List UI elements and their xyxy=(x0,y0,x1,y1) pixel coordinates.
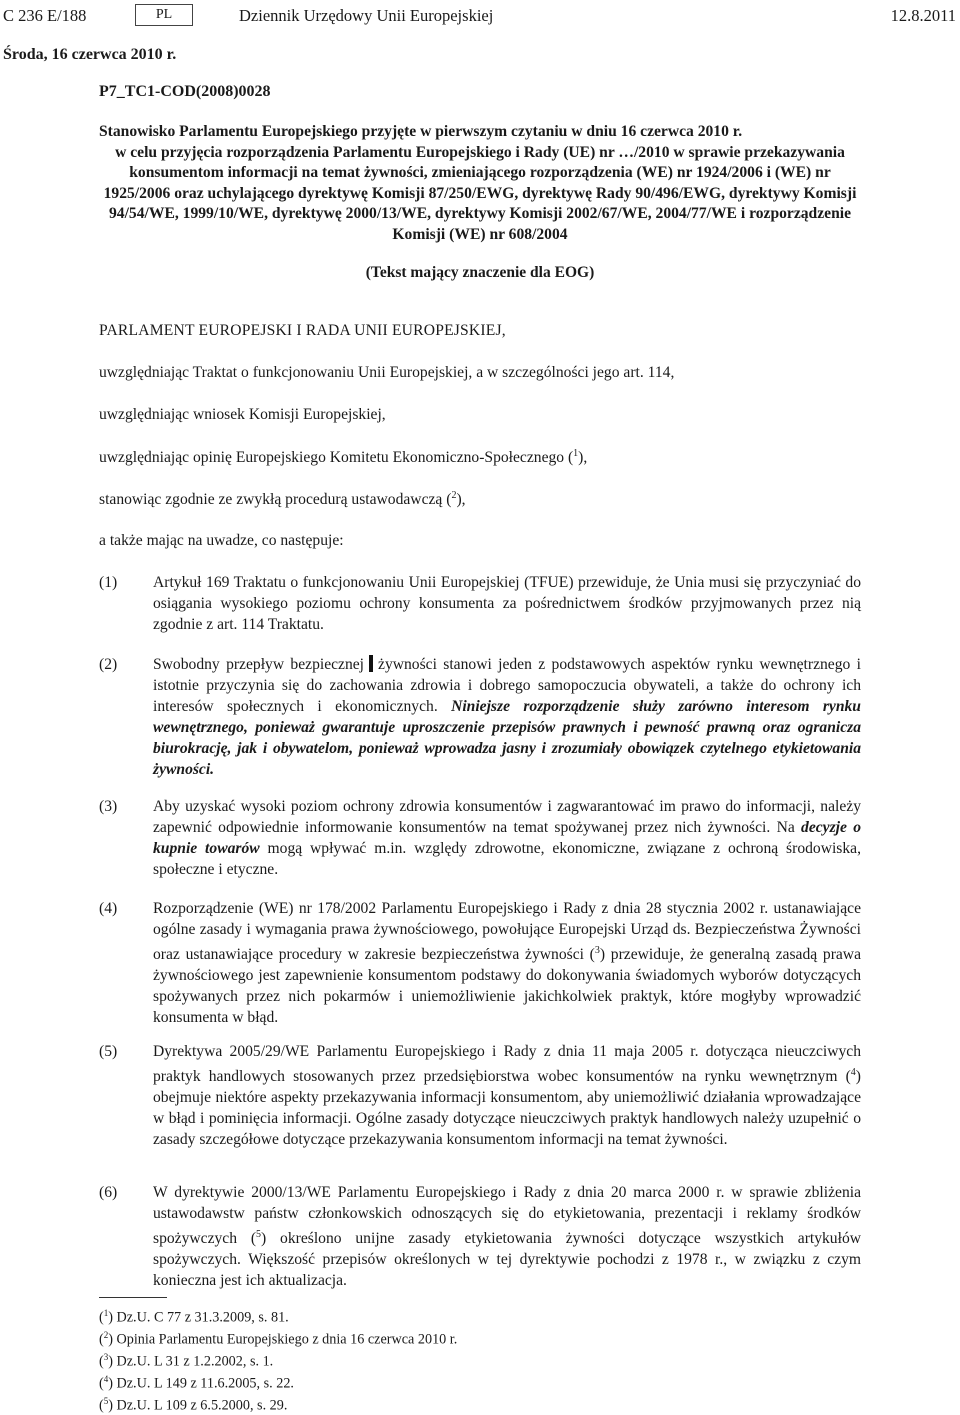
footnote-ref[interactable]: 4 xyxy=(850,1067,856,1078)
journal-title: Dziennik Urzędowy Unii Europejskiej xyxy=(239,6,494,25)
citation-treaty: uwzględniając Traktat o funkcjonowaniu Unii Europejskiej, a w szczególności jego art. 114, xyxy=(99,364,675,381)
recital-text-part: Aby uzyskać wysoki poziom ochrony zdrowia konsumentów i zagwarantować im prawo do informacji, należy zapewnić odpowiednie informowanie konsumentów na temat spożywanej przez nich żywności. Na xyxy=(153,798,861,836)
recital-number: (5) xyxy=(99,1043,118,1060)
recital-text-part: Rozporządzenie (WE) nr 178/2002 Parlamentu Europejskiego i Rady z dnia 28 stycznia 2002 r. ustanawiające ogólne zasady i wymagania prawa żywnościowego, powołujące Europejski Urząd ds. Bezpieczeństwa Żywności oraz ustanawiające procedury w zakresie bezpieczeństwa żywności ( xyxy=(153,900,861,964)
recital-text xyxy=(153,1041,861,1150)
footnote-1: ($^1$) Dz.U. C 77 z 31.3.2009, s. 81. xyxy=(99,1308,289,1326)
footnote-3: ($^3$) Dz.U. L 31 z 1.2.2002, s. 1. xyxy=(99,1351,274,1370)
recital-text xyxy=(153,796,861,880)
amendment-text: decyzje o kupnie towarów xyxy=(153,819,861,857)
recital-text-part: żywności stanowi jeden z podstawowych aspektów rynku wewnętrznego i istotnie przyczynia się do zachowania zdrowia i dobrego samopoczucia obywateli, a także do ochrony ich interesów społecznych i ekonomicznych. xyxy=(153,656,862,715)
recital-2 xyxy=(99,654,861,780)
eea-relevance-note: (Tekst mający znaczenie dla EOG) xyxy=(365,264,595,281)
language-badge: PL xyxy=(135,4,193,26)
recital-text-part: ) obejmuje niektóre aspekty przekazywania informacji konsumentom, aby uniemożliwić działania wprowadzające w błąd i pominięcia informacji. Ogólne zasady dotyczące nieuczciwych praktyk handlowych należy uzupełnić o zasady szczegółowe dotyczące przekazywania konsumentom informacji na temat żywności. xyxy=(153,1068,861,1149)
preamble-parties: PARLAMENT EUROPEJSKI I RADA UNII EUROPEJSKIEJ, xyxy=(99,322,506,339)
footnote-text: Dz.U. L 109 z 6.5.2000, s. 29. xyxy=(116,1397,288,1414)
footnote-ref[interactable]: 2 xyxy=(451,490,457,501)
footnote-text: Opinia Parlamentu Europejskiego z dnia 16 czerwca 2010 r. xyxy=(116,1331,458,1348)
amendment-text: Niniejsze rozporządzenie służy zarówno interesom rynku wewnętrznego, ponieważ gwarantuje uproszczenie przepisów prawnych i pewność prawną oraz ogranicza biurokrację, jak i obywatelom, ponieważ wprowadza jasny i zrozumiały obowiązek czytelnego etykietowania żywności. xyxy=(153,698,861,778)
document-title xyxy=(99,122,861,246)
recital-number: (6) xyxy=(99,1184,118,1201)
footnote-number: 5 xyxy=(103,1395,109,1406)
footnote-number: 4 xyxy=(103,1373,109,1384)
page-header xyxy=(3,4,956,30)
recital-text xyxy=(153,898,861,1028)
recital-text: Artykuł 169 Traktatu o funkcjonowaniu Unii Europejskiej (TFUE) przewiduje, że Unia musi się przyczyniać do osiągania wysokiego poziomu ochrony konsumenta za pośrednictwem środków przyjmowanych przez nią zgodnie z art. 114 Traktatu. xyxy=(153,574,861,633)
citation-eesc-opinion xyxy=(99,448,861,467)
issue-date: 12.8.2011 xyxy=(890,6,956,25)
footnote-divider xyxy=(99,1297,167,1298)
session-date: Środa, 16 czerwca 2010 r. xyxy=(3,46,177,63)
deletion-marker xyxy=(369,655,373,672)
recital-text-part: ) przewiduje, że generalną zasadą prawa żywnościowego jest zapewnienie konsumentom podstawy do dokonywania świadomych wyborów dotyczących spożywanych przez nich pokarmów i uniemożliwienie jakichkolwiek praktyk, które mogłyby wprowadzić konsumenta w błąd. xyxy=(153,946,861,1027)
recital-1 xyxy=(99,572,861,635)
recital-number: (3) xyxy=(99,798,118,815)
recital-number: (4) xyxy=(99,900,118,917)
procedure-number: P7_TC1-COD(2008)0028 xyxy=(99,83,271,100)
footnote-number: 2 xyxy=(103,1329,109,1340)
recital-text xyxy=(153,654,861,780)
footnote-2: ($^2$) Opinia Parlamentu Europejskiego z dnia 16 czerwca 2010 r. xyxy=(99,1329,458,1348)
recital-text xyxy=(153,1182,861,1291)
page-number: C 236 E/188 xyxy=(3,6,87,25)
footnote-ref[interactable]: 5 xyxy=(256,1229,262,1240)
footnote-ref[interactable]: 3 xyxy=(594,945,600,956)
footnotes xyxy=(99,1305,861,1415)
footnote-number: 1 xyxy=(103,1308,109,1318)
citation-end: ), xyxy=(456,491,466,509)
footnote-number: 3 xyxy=(103,1351,109,1362)
recital-6 xyxy=(99,1182,861,1291)
footnote-4: ($^4$) Dz.U. L 149 z 11.6.2005, s. 22. xyxy=(99,1373,294,1392)
title-rest: w celu przyjęcia rozporządzenia Parlamentu Europejskiego i Rady (UE) nr …/2010 w sprawie przekazywania konsumentom informacji na temat żywności, zmieniającego rozporządzenia (WE) nr 1924/2006 i (WE) nr 1925/2006 oraz uchylającego dyrektywę Komisji 87/250/EWG, dyrektywę Rady 90/496/EWG, dyrektywy Komisji 94/54/WE, 1999/10/WE, dyrektywę 2000/13/WE, dyrektywy Komisji 2002/67/WE, 2004/77/WE i rozporządzenie Komisji (WE) nr 608/2004 xyxy=(103,143,857,243)
footnote-5: ($^5$) Dz.U. L 109 z 6.5.2000, s. 29. xyxy=(99,1395,288,1414)
whereas-intro: a także mając na uwadze, co następuje: xyxy=(99,532,344,549)
footnote-text: Dz.U. L 31 z 1.2.2002, s. 1. xyxy=(116,1353,274,1370)
citation-proposal: uwzględniając wniosek Komisji Europejskiej, xyxy=(99,406,386,423)
footnote-ref[interactable]: 1 xyxy=(573,448,579,459)
recital-3 xyxy=(99,796,861,880)
recital-text-part: mogą wpływać m.in. względy zdrowotne, ekonomiczne, związane z ochroną środowiska, społeczne i etyczne. xyxy=(153,840,861,878)
recital-number: (2) xyxy=(99,656,118,673)
recital-number: (1) xyxy=(99,574,118,591)
recital-4 xyxy=(99,898,861,1028)
citation-procedure xyxy=(99,490,861,509)
citation-text: stanowiąc zgodnie ze zwykłą procedurą ustawodawczą ( xyxy=(99,491,452,509)
citation-text: uwzględniając opinię Europejskiego Komitetu Ekonomiczno-Społecznego ( xyxy=(99,449,574,467)
recital-text-part: Swobodny przepływ bezpiecznej xyxy=(153,656,365,673)
footnote-text: Dz.U. C 77 z 31.3.2009, s. 81. xyxy=(116,1309,289,1326)
citation-end: ), xyxy=(578,449,588,467)
recital-5 xyxy=(99,1041,861,1150)
footnote-text: Dz.U. L 149 z 11.6.2005, s. 22. xyxy=(116,1375,294,1392)
recital-text-part: W dyrektywie 2000/13/WE Parlamentu Europejskiego i Rady z dnia 20 marca 2000 r. w sprawie zbliżenia ustawodawstw państw członkowskich odnoszących się do etykietowania, prezentacji i reklamy środków spożywczych ( xyxy=(153,1184,861,1248)
recital-text-part: Dyrektywa 2005/29/WE Parlamentu Europejskiego i Rady z dnia 11 maja 2005 r. dotycząca nieuczciwych praktyk handlowych stosowanych przez przedsiębiorstwa wobec konsumentów na rynku wewnętrznym ( xyxy=(153,1043,861,1086)
recital-text-part: ) określono unijne zasady etykietowania żywności dotyczące wszystkich artykułów spożywczych. Większość przepisów określonych w tej dyrektywie pochodzi z 1978 r., w związku z czym konieczna jest ich aktualizacja. xyxy=(153,1230,861,1290)
title-line-1: Stanowisko Parlamentu Europejskiego przyjęte w pierwszym czytaniu w dniu 16 czerwca 2010 r. xyxy=(99,123,743,140)
